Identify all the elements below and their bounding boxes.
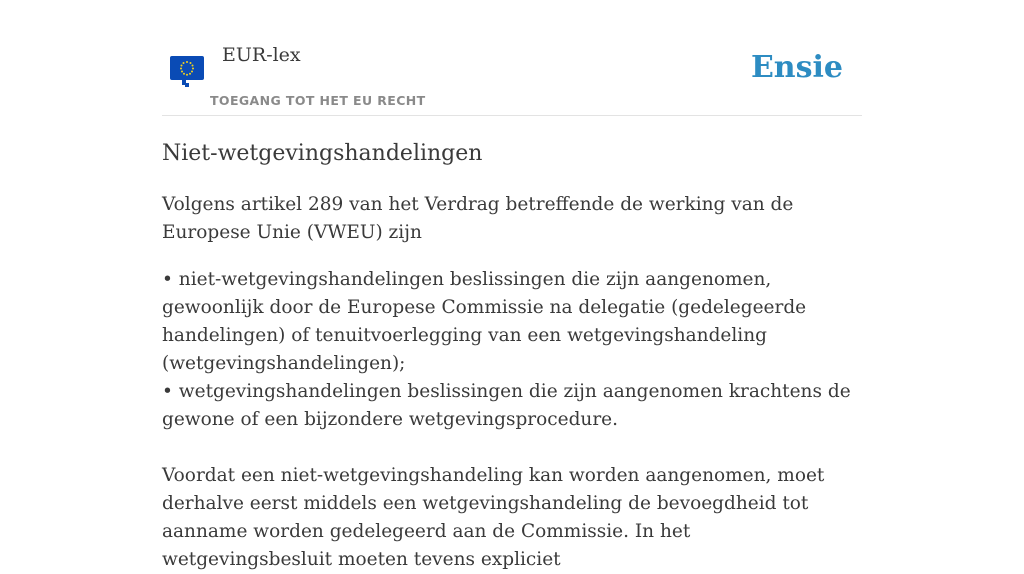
article-paragraph: Voordat een niet-wetgevingshandeling kan worden aangenomen, moet derhalve eerst middels een wetgevingshandeling de bevoegdheid tot aanname worden gedelegeerd aan de Commissie. In het wetgevingsbesluit moeten tevens expliciet (162, 465, 825, 570)
article (162, 138, 866, 574)
list-item: • wetgevingshandelingen beslissingen die zijn aangenomen krachtens de gewone of een bijzondere wetgevingsprocedure. (162, 381, 851, 430)
paragraph-spacer (162, 434, 866, 462)
list-item: • niet-wetgevingshandelingen beslissingen die zijn aangenomen, gewoonlijk door de Europese Commissie na delegatie (gedelegeerde handelingen) of tenuitvoerlegging van een wetgevingshandeling (wetgevingshandelingen); (162, 269, 807, 374)
article-bullet-list (162, 266, 866, 434)
eu-flag-icon (170, 56, 204, 88)
article-intro: Volgens artikel 289 van het Verdrag betreffende de werking van de Europese Unie (VWEU) zijn (162, 194, 794, 243)
site-header (162, 0, 862, 116)
source-name[interactable]: EUR-lex (222, 44, 301, 66)
ensie-logo[interactable]: Ensie (750, 50, 843, 85)
page-title: Niet-wetgevingshandelingen (162, 141, 483, 166)
source-tagline: TOEGANG TOT HET EU RECHT (210, 93, 426, 108)
eur-lex-logo-icon[interactable] (170, 56, 204, 88)
